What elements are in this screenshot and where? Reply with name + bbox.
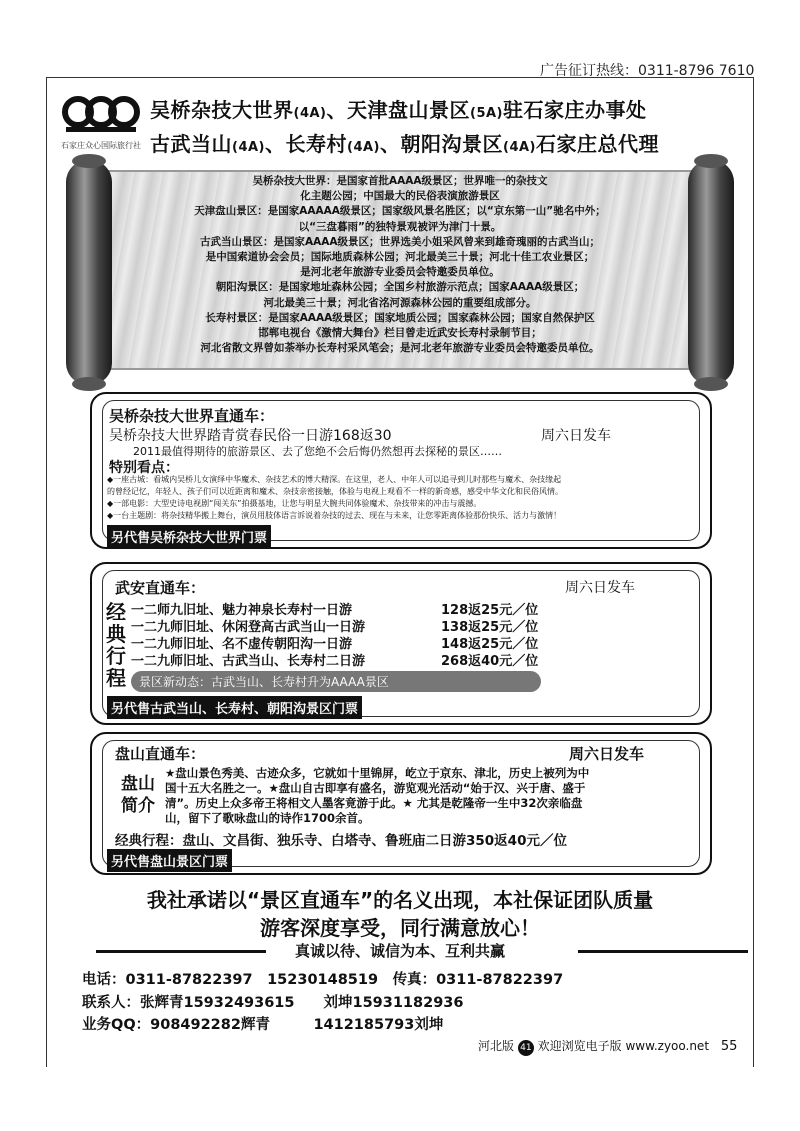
motto-rule-right [578, 950, 748, 953]
wuan-route: 一二九师旧址、休闲登高古武当山一日游 [131, 620, 366, 635]
scroll-text [126, 174, 674, 356]
motto: 真诚以待、诚信为本、互利共赢 [294, 942, 505, 960]
wuan-route: 一二九师旧址、名不虚传朝阳沟一日游 [131, 637, 353, 652]
headline-part: 驻石家庄办事处 [503, 98, 647, 122]
wuqiao-section [90, 392, 712, 549]
contact-qq: 业务QQ：908492282辉青 1412185793刘坤 [82, 1017, 444, 1033]
scroll-line: 邯郸电视台《激情大舞台》栏目曾走近武安长寿村录制节目； [258, 327, 542, 340]
contact-people: 联系人：张辉青15932493615 刘坤15931182936 [82, 995, 464, 1011]
panshan-intro-line: ★盘山景色秀美、古迹众多，它就如十里锦屏，屹立于京东、津北，历史上被列为中 [165, 766, 590, 780]
scroll-roller-right [688, 160, 734, 385]
scroll-line: 以“三盘暮雨”的独特景观被评为津门十景。 [298, 220, 502, 233]
panshan-departure: 周六日发车 [569, 745, 645, 763]
wuan-route-price: 128返25元／位 [441, 603, 539, 618]
wuan-departure: 周六日发车 [565, 580, 635, 596]
wuan-label-char: 经 [106, 600, 126, 624]
panshan-label: 简介 [121, 796, 155, 816]
wuqiao-departure: 周六日发车 [541, 428, 611, 444]
wuan-inner [102, 570, 700, 717]
headline-part: 、朝阳沟景区 [380, 132, 503, 156]
wuqiao-inner [102, 400, 700, 546]
panshan-label: 盘山 [121, 774, 155, 794]
panshan-intro-line: 清”。历史上众多帝王将相文人墨客竟游于此。★ 尤其是乾隆帝一生中32次亲临盘 [165, 796, 583, 810]
footer-site: 欢迎浏览电子版 www.zyoo.net [537, 1039, 710, 1053]
promise-line-1: 我社承诺以“景区直通车”的名义出现，本社保证团队质量 [146, 888, 654, 912]
headline-grade: (5A) [470, 106, 503, 121]
wuan-section [90, 562, 712, 725]
scroll-line: 河北最美三十景；河北省洺河源森林公园的重要组成部分。 [263, 296, 537, 309]
scroll-line: 是中国索道协会会员；国际地质森林公园；河北最美三十景；河北十佳工农业景区； [205, 251, 595, 264]
wuan-news-bar: 景区新动态：古武当山、长寿村升为AAAA景区 [131, 671, 541, 692]
logo-caption: 石家庄众心国际旅行社 [61, 141, 141, 150]
scroll-line: 化主题公园；中国最大的民俗表演旅游景区 [300, 190, 500, 203]
wuqiao-tour: 吴桥杂技大世界踏青赏春民俗一日游168返30 [109, 428, 392, 444]
headline-part: 、长寿村 [265, 132, 347, 156]
wuqiao-tagline: 2011最值得期待的旅游景区、去了您绝不会后悔仍然想再去探秘的景区…… [133, 445, 502, 458]
panshan-intro-line: 山，留下了歌咏盘山的诗作1700余首。 [165, 811, 370, 825]
footer-badge-icon [518, 1040, 534, 1056]
wuan-title: 武安直通车： [115, 579, 206, 597]
scroll-line: 是河北老年旅游专业委员会特邀委员单位。 [300, 266, 500, 279]
footer-badge-number: 41 [520, 1043, 532, 1053]
wuan-ticket-label: 另代售古武当山、长寿村、朝阳沟景区门票 [107, 696, 362, 719]
wuan-route-price: 138返25元／位 [441, 620, 539, 635]
wuan-label-char: 程 [106, 666, 126, 690]
headline-grade: (4A) [293, 106, 327, 121]
headline-part: 古武当山 [150, 132, 232, 156]
logo-rings-icon [56, 92, 146, 134]
scroll-line: 吴桥杂技大世界：是国家首批AAAA级景区；世界唯一的杂技文 [252, 175, 548, 187]
wuan-label-char: 行 [106, 644, 126, 668]
wuqiao-highlight: ◆一台主题剧：将杂技精华搬上舞台，演员用肢体语言诉说着杂技的过去、现在与未来，让您零距离体验那份快乐、活力与激情！ [107, 511, 562, 520]
page-footer [478, 1037, 737, 1056]
headline-line-2 [150, 128, 659, 157]
wuan-route: 一二师九旧址、魅力神泉长寿村一日游 [131, 603, 353, 618]
wuan-label-char: 典 [106, 622, 126, 646]
wuan-route: 一二九师旧址、古武当山、长寿村二日游 [131, 654, 366, 669]
agency-logo [56, 92, 146, 152]
scroll-line: 河北省散文界曾如荼举办长寿村采风笔会；是河北老年旅游专业委员会特邀委员单位。 [200, 342, 600, 355]
panshan-ticket-label: 另代售盘山景区门票 [107, 849, 232, 872]
scroll-line: 古武当山景区：是国家AAAA级景区；世界选美小姐采风曾来到雄奇瑰丽的古武当山； [199, 235, 600, 248]
footer-edition: 河北版 [478, 1039, 515, 1053]
panshan-intro-line: 国十五大名胜之一。★盘山自古即享有盛名，游览观光活动“始于汉、兴于唐、盛于 [165, 781, 586, 795]
headline-grade: (4A) [232, 140, 265, 155]
wuan-route-price: 268返40元／位 [441, 654, 539, 669]
panshan-route: 经典行程：盘山、文昌街、独乐寺、白塔寺、鲁班庙二日游350返40元／位 [115, 833, 567, 849]
page-number: 55 [720, 1039, 738, 1054]
wuqiao-title: 吴桥杂技大世界直通车： [109, 407, 275, 425]
headline-part: 吴桥杂技大世界 [150, 98, 294, 122]
scroll-line: 长寿村景区：是国家AAAA级景区；国家地质公园；国家森林公园；国家自然保护区 [205, 311, 595, 324]
wuqiao-highlight: 的曾经记忆，年轻人、孩子们可以近距离和魔术、杂技亲密接触，体验与电视上观看不一样的新奇感，感受中华文化和民俗风情。 [107, 487, 563, 496]
scroll-roller-left [66, 160, 112, 385]
scroll-line: 天津盘山景区：是国家AAAAA级景区；国家级风景名胜区；以“京东第一山”驰名中外； [194, 205, 606, 218]
panshan-inner [102, 740, 700, 870]
headline-grade: (4A) [347, 140, 380, 155]
wuan-route-price: 148返25元／位 [441, 637, 539, 652]
headline-part: 石家庄总代理 [536, 132, 659, 156]
scenic-scroll [66, 160, 734, 385]
panshan-section [90, 732, 712, 875]
wuqiao-highlight: ◆一座古城：看城内吴桥儿女演绎中华魔术、杂技艺术的博大精深。在这里，老人、中年人可以追寻到儿时那些与魔术、杂技缘起 [107, 475, 562, 484]
wuqiao-highlights-title: 特别看点： [109, 460, 179, 476]
headline-part: 、天津盘山景区 [326, 98, 470, 122]
ad-hotline: 广告征订热线：0311-8796 7610 [540, 63, 755, 79]
headline-grade: (4A) [503, 140, 536, 155]
wuqiao-ticket-label: 另代售吴桥杂技大世界门票 [107, 525, 271, 548]
scroll-line: 朝阳沟景区：是国家地址森林公园；全国乡村旅游示范点；国家AAAA级景区； [215, 281, 585, 294]
wuqiao-highlight: ◆一部电影：大型史诗电视剧“闯关东”拍摄基地，让您与明星大腕共同体验魔术、杂技带来的冲击与震撼。 [107, 499, 482, 508]
panshan-title: 盘山直通车： [115, 745, 206, 763]
promise-line-2: 游客深度享受，同行满意放心！ [260, 916, 540, 940]
contact-phone: 电话：0311-87822397 15230148519 传真：0311-87822397 [82, 972, 564, 988]
headline-line-1 [150, 94, 647, 123]
